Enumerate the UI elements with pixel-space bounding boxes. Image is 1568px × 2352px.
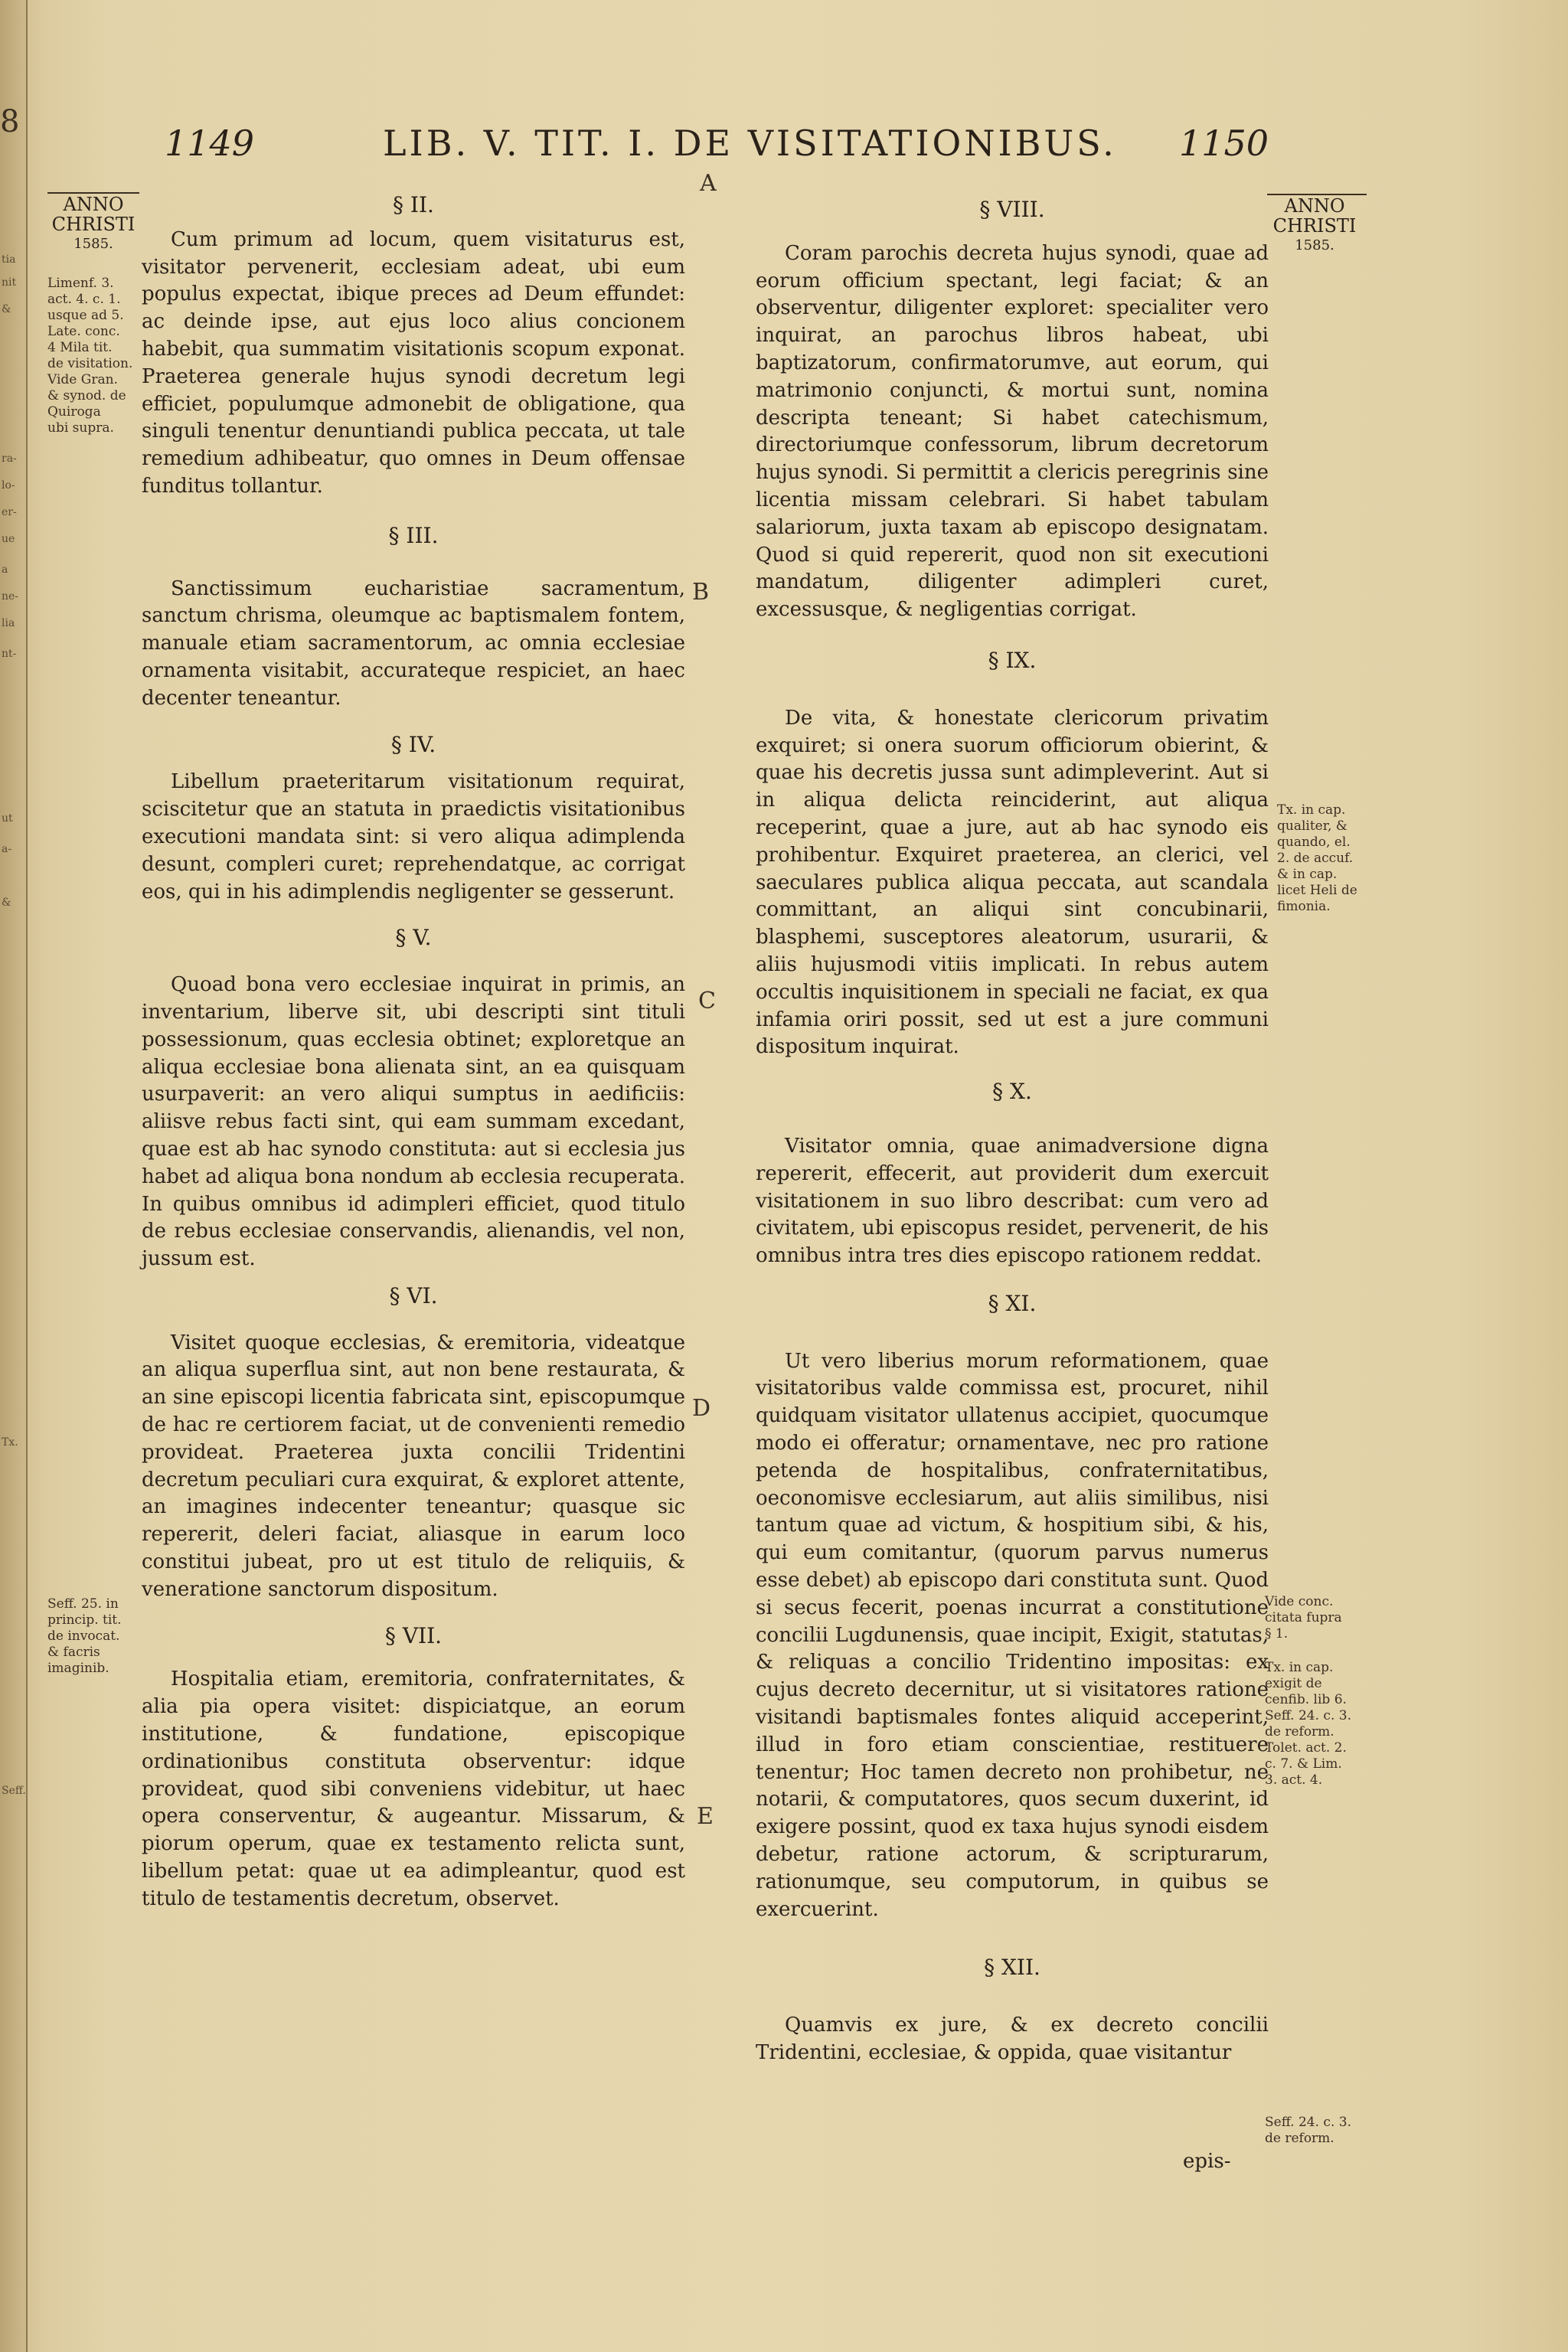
anno-label: ANNO [1284,195,1345,217]
section-marker-e: E [697,1803,714,1830]
section-heading: § XI. [988,1290,1037,1316]
section-heading: § IV. [390,731,436,757]
page-number-right: 1150 [1179,122,1269,164]
prev-page-fragment: er- [2,506,17,518]
section-paragraph: Cum primum ad locum, quem visitaturus est, visitator pervenerit, ecclesiam adeat, ubi eum populus expectat, ibique preces ad Deum effundet: ac deinde ipse, aut ejus loco alius concionem habebit, qua summatim visitationis scopum exponat. Praeterea generale hujus synodi decretum legi efficiet, populumque admonebit de obligatione, qua singuli tenentur denuntiandi publica peccata, ut tale remedium adhibeatur, quo omnes in Deum offensae funditus tollantur. [142,227,685,498]
section-paragraph: Quoad bona vero ecclesiae inquirat in primis, an inventarium, liberve sit, ubi descripti sint tituli possessionum, quas ecclesia obtinet; exploretque an aliqua ecclesiae bona alienata sint, an ea quisquam usurpaverit: an vero aliqui sumptus in aedificiis: aliisve rebus facti sint, qui eam summam excedant, quae est ab hac synodo constituta: aut si ecclesia jus habet ad aliqua bona nondum ab ecclesia recuperata. In quibus omnibus id adimpleri efficiet, quod titulo de rebus ecclesiae conservandis, alienandis, vel non, jussum est. [142,973,685,1271]
section-marker-d: D [692,1395,711,1422]
margin-note-tx2: Tx. in cap. exigit de cenfib. lib 6. Seff. 24. c. 3. de reform. Tolet. act. 2. c. 7. & Lim. 3. act. 4. [1265,1660,1351,1788]
section-paragraph: Hospitalia etiam, eremitoria, confraternitates, & alia pia opera visitet: dispiciatque, an eorum institutione, & fundatione, episcopique ordinationibus constituta observentur: idque provideat, quod sibi conveniens videbitur, ut haec opera conserventur, & augeantur. Missarum, & piorum operum, quae ex testamento relicta sunt, libellum petat: quae ut ea adimpleantur, quod est titulo de testamentis decretum, observet. [142,1668,685,1910]
section-paragraph: Visitet quoque ecclesias, & eremitoria, videatque an aliqua superflua sint, aut non bene restaurata, & an sine episcopi licentia fabricata sint, episcopumque de hac re certiorem faciat, ut de convenienti remedio provideat. Praeterea juxta concilii Tridentini decretum peculiari cura exquirat, & exploret attente, an imagines indecenter teneantur; quasque sic repererit, deleri faciat, aliasque in earum loco constitui jubeat, pro ut est titulo de reliquiis, & veneratione sanctorum dispositum. [142,1331,685,1601]
prev-page-fragment: ue [2,533,15,545]
margin-note-sess25: Seff. 25. in princip. tit. de invocat. & facris imaginib. [47,1596,122,1676]
margin-year-right [1265,196,1364,256]
page-header [0,122,1568,184]
section-paragraph: Quamvis ex jure, & ex decreto concilii Tridentini, ecclesiae, & oppida, quae visitantur [756,2014,1269,2065]
section-marker-a: A [700,170,717,197]
section-heading: § X. [992,1079,1032,1105]
right-column [756,191,1269,2067]
section-marker-b: B [692,579,710,606]
prev-page-fragment: ra- [2,452,17,465]
section-heading: § II. [393,192,434,217]
running-title: LIB. V. TIT. I. DE VISITATIONIBUS. [383,122,1117,164]
margin-note-tx1: Tx. in cap. qualiter, & quando, el. 2. de accuf. & in cap. licet Heli de fimonia. [1277,802,1357,914]
prev-page-fragment: ut [2,812,13,825]
anno-year: 1585. [74,236,113,252]
section-heading: § III. [388,522,439,548]
prev-page-fragment: lo- [2,479,15,492]
margin-note-limensis: Limenf. 3. act. 4. c. 1. usque ad 5. Late. conc. 4 Mila tit. de visitation. Vide Gran. & synod. de Quiroga ubi supra. [47,276,133,436]
prev-page-fragment: a [2,564,8,576]
section-heading: § VIII. [979,197,1045,222]
prev-page-fragment: lia [2,617,15,629]
section-paragraph: Sanctissimum eucharistiae sacramentum, sanctum chrisma, oleumque ac baptismalem fontem, manuale etiam sacramentorum, ac omnia ecclesiae ornamenta visitabit, accurateque respiciet, an haec decenter teneantur. [142,577,685,710]
section-paragraph: De vita, & honestate clericorum privatim exquiret; si onera suorum officiorum obierint, & quae his decretis jussa sunt adimpleverint. Aut si in aliqua delicta reinciderint, aut aliqua receperint, quae a jure, aut ab hac synodo eis prohibentur. Exquiret praeterea, an clerici, vel saeculares publica aliqua peccata, aut scandala committant, an aliqui sint concubinarii, blasphemi, susceptores aleatorum, usurarii, & aliis hujusmodi vitiis implicati. In rebus autem occultis inquisitionem in speciali ne faciat, ex qua infamia oriri possit, sed ut est a jure communi dispositum inquirat. [756,706,1269,1059]
section-heading: § IX. [988,647,1037,673]
margin-note-sess24: Seff. 24. c. 3. de reform. [1265,2115,1351,2146]
prev-page-fragment: & [2,303,11,315]
prev-page-fragment: Tx. [2,1436,18,1449]
anno-label: ANNO [63,194,124,215]
prev-page-fragment: tia [2,253,16,266]
prev-page-fragment: ne- [2,590,19,603]
prev-page-fragment: Seff. [2,1785,26,1797]
previous-page-edge [0,0,28,2352]
prev-page-fragment: 8 [0,104,20,139]
anno-label: CHRISTI [1272,215,1357,237]
section-marker-c: C [698,988,716,1014]
left-column [142,191,685,1913]
margin-year-left [47,194,139,254]
prev-page-fragment: & [2,897,11,909]
anno-year: 1585. [1295,237,1334,253]
section-heading: § VII. [384,1622,443,1648]
margin-note-vide: Vide conc. citata fupra § 1. [1265,1594,1342,1642]
section-paragraph: Visitator omnia, quae animadversione digna repererit, effecerit, aut providerit dum exercuit visitationem in suo libro describat: cum vero ad civitatem, ubi episcopus residet, pervenerit, de his omnibus intra tres dies episcopo rationem reddat. [756,1134,1269,1268]
section-heading: § XII. [984,1955,1040,1981]
prev-page-fragment: nit [2,276,17,289]
section-paragraph: Ut vero liberius morum reformationem, quae visitatoribus valde commissa est, procuret, nihil quidquam visitator ullatenus accipiet, quocumque modo ei offeratur; ornamentave, nec pro ratione petenda de hospitalibus, confraternitatibus, oeconomisve ecclesiarum, aut aliis similibus, nisi tantum quae ad victum, & hospitium sibi, & his, qui eum comitantur, (quorum parvus numerus esse debet) ab episcopo dari constituta sunt. Quod si secus fecerit, poenas incurrat a constitutione concilii Lugdunensis, quae incipit, Exigit, statutas, & reliquas a concilio Tridentino impositas: ex cujus decreto decernitur, ut si visitatores ratione visitandi baptismales fontes aliquid acceperint, illud in foro etiam conscientiae, restituere tenentur; Hoc tamen decreto non prohibetur, ne notarii, & computatores, quos secum duxerint, id exigere possint, quod ex taxa hujus synodi eisdem debetur, ratione actorum, & scripturarum, rationumque, seu computorum, in quibus se exercuerint. [756,1349,1269,1921]
section-paragraph: Coram parochis decreta hujus synodi, quae ad eorum officium spectant, legi faciat; & an observentur, diligenter exploret: specialiter vero inquirat, an parochus libros habeat, ubi baptizatorum, confirmatorumve, aut eorum, qui matrimonio conjuncti, & mortui sunt, nomina descripta teneant; Si habet catechismum, directoriumque confessorum, librum decretorum hujus synodi. Si permittit a clericis peregrinis sine licentia missam celebrari. Si habet tabulam salariorum, juxta taxam ab episcopo designatam. Quod si quid repererit, quod non sit executioni mandatum, diligenter adimpleri curet, excessusque, & negligentias corrigat. [756,241,1269,622]
section-heading: § VI. [389,1282,438,1308]
section-heading: § V. [395,925,432,951]
prev-page-fragment: a- [2,843,12,855]
section-paragraph: Libellum praeteritarum visitationum requirat, sciscitetur que an statuta in praedictis visitationibus executioni mandata sint: si vero aliqua adimplenda desunt, compleri curet; reprehendatque, ac corrigat eos, qui in his adimplendis negligenter se gesserunt. [142,770,685,903]
prev-page-fragment: nt- [2,648,17,660]
anno-label: CHRISTI [51,214,136,235]
page-number-left: 1149 [165,122,255,164]
catchword: epis- [1183,2150,1231,2173]
